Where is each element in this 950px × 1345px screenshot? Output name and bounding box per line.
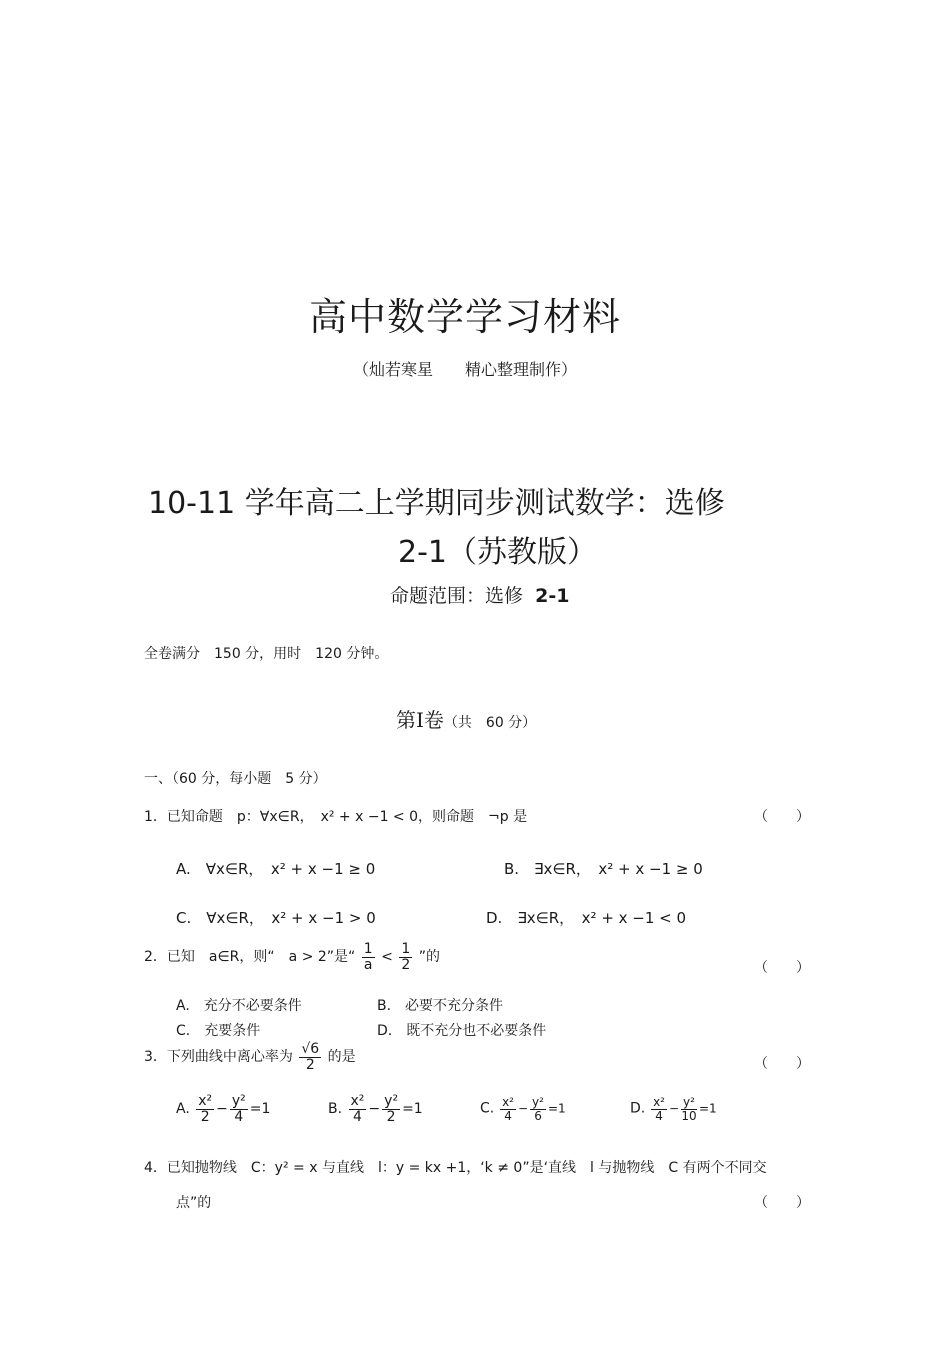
q3-a-d2: 4 [234,1108,244,1125]
q3-a-n2: y² [231,1093,246,1109]
q3-option-d-frac1 [651,1096,667,1122]
q3-option-a-label: A. [176,1101,190,1118]
q3-b-d1: 4 [353,1108,362,1125]
q3-option-d [630,1096,717,1122]
q2-option-d: D. 既不充分也不必要条件 [377,1023,547,1039]
material-subtitle: （灿若寒星 精心整理制作） [352,360,577,379]
q3-option-b-frac2 [382,1094,400,1124]
q2-stem [144,942,440,972]
volume-title: 第Ⅰ卷 [396,708,444,732]
q1-stem: 1．已知命题 p：∀x∈R， x² + x −1 < 0，则命题 ¬p 是 [144,809,528,825]
q3-c-d2: 6 [534,1108,542,1123]
q3-a-minus: − [216,1101,228,1118]
q3-option-b-frac1 [349,1094,367,1124]
volume-note: （共 60 分） [443,715,537,731]
q3-stem [144,1042,356,1072]
q3-option-d-frac2 [681,1096,697,1122]
q3-stem-prefix: 3．下列曲线中离心率为 [144,1049,293,1066]
exam-title-line1: 10-11 学年高二上学期同步测试数学：选修 [148,486,725,521]
q3-d-d2: 10 [681,1108,697,1123]
q2-option-c: C. 充要条件 [176,1023,261,1039]
q3-option-a-frac1 [196,1094,214,1124]
q3-option-c [480,1096,566,1122]
exam-title-line2: 2-1（苏教版） [398,535,597,570]
q2-option-a: A. 充分不必要条件 [176,998,302,1014]
q3-c-n2: y² [532,1095,544,1109]
q2-option-b: B. 必要不充分条件 [377,998,504,1014]
q3-frac-numerator: √6 [301,1041,320,1057]
q1-option-a: A. ∀x∈R， x² + x −1 ≥ 0 [176,860,376,878]
volume-heading [396,704,536,733]
q3-a-n1: x² [198,1093,213,1109]
q3-option-c-frac1 [500,1096,516,1122]
q3-b-rhs: =1 [402,1101,423,1118]
q2-frac1-numerator: 1 [363,941,373,957]
q3-a-rhs: =1 [249,1101,271,1118]
q4-stem-line2: 点”的 [176,1195,212,1211]
q3-stem-suffix: 的是 [327,1049,356,1066]
q3-c-n1: x² [502,1095,514,1109]
q3-option-a-frac2 [230,1094,248,1124]
q3-b-n2: y² [384,1093,399,1109]
q2-less-than: < [381,949,393,966]
q3-c-minus: − [517,1101,529,1116]
q2-frac1-denominator: a [363,956,373,973]
exam-intro: 全卷满分 150 分，用时 120 分钟。 [144,646,389,662]
q1-option-b: B. ∃x∈R， x² + x −1 ≥ 0 [504,860,703,878]
q3-option-b [328,1094,423,1124]
material-title: 高中数学学习材料 [308,295,621,339]
q1-answer-paren: （ ） [754,809,810,825]
q2-fraction-1-over-2 [399,942,412,972]
q1-option-d: D. ∃x∈R， x² + x −1 < 0 [486,909,687,927]
q3-d-minus: − [668,1101,680,1116]
q2-stem-prefix: 2．已知 a∈R，则“ a > 2”是“ [144,949,356,966]
q3-a-d1: 2 [200,1108,210,1125]
q3-d-n1: x² [653,1095,665,1109]
scope-label: 命题范围：选修 [390,585,524,607]
q3-c-d1: 4 [504,1108,512,1123]
q3-option-c-frac2 [530,1096,546,1122]
q3-option-b-label: B. [328,1101,343,1118]
q2-answer-paren: （ ） [754,960,810,976]
q3-b-n1: x² [350,1093,365,1109]
exam-scope [390,581,569,608]
section-heading: 一、（60 分，每小题 5 分） [144,771,327,787]
q2-frac2-numerator: 1 [401,941,411,957]
q3-eccentricity-fraction [299,1042,321,1072]
q3-frac-denominator: 2 [305,1056,315,1073]
q4-answer-paren: （ ） [754,1195,810,1211]
scope-value: 2-1 [535,585,570,607]
q2-frac2-denominator: 2 [401,956,411,973]
q2-stem-suffix: ”的 [418,949,440,966]
q3-option-a [176,1094,270,1124]
q3-c-rhs: =1 [547,1101,566,1116]
q3-answer-paren: （ ） [754,1056,810,1072]
q3-option-d-label: D. [630,1100,646,1117]
q3-d-d1: 4 [655,1108,663,1123]
q3-option-c-label: C. [480,1100,495,1117]
q3-d-n2: y² [683,1095,695,1109]
q3-b-d2: 2 [386,1108,396,1125]
q2-fraction-1-over-a [362,942,375,972]
q1-option-c: C. ∀x∈R， x² + x −1 > 0 [176,909,376,927]
q4-stem-line1: 4．已知抛物线 C：y² = x 与直线 l：y = kx +1，‘k ≠ 0”是‘直线 l 与抛物线 C 有两个不同交 [144,1160,767,1176]
q3-b-minus: − [368,1101,381,1118]
q3-d-rhs: =1 [698,1101,717,1116]
